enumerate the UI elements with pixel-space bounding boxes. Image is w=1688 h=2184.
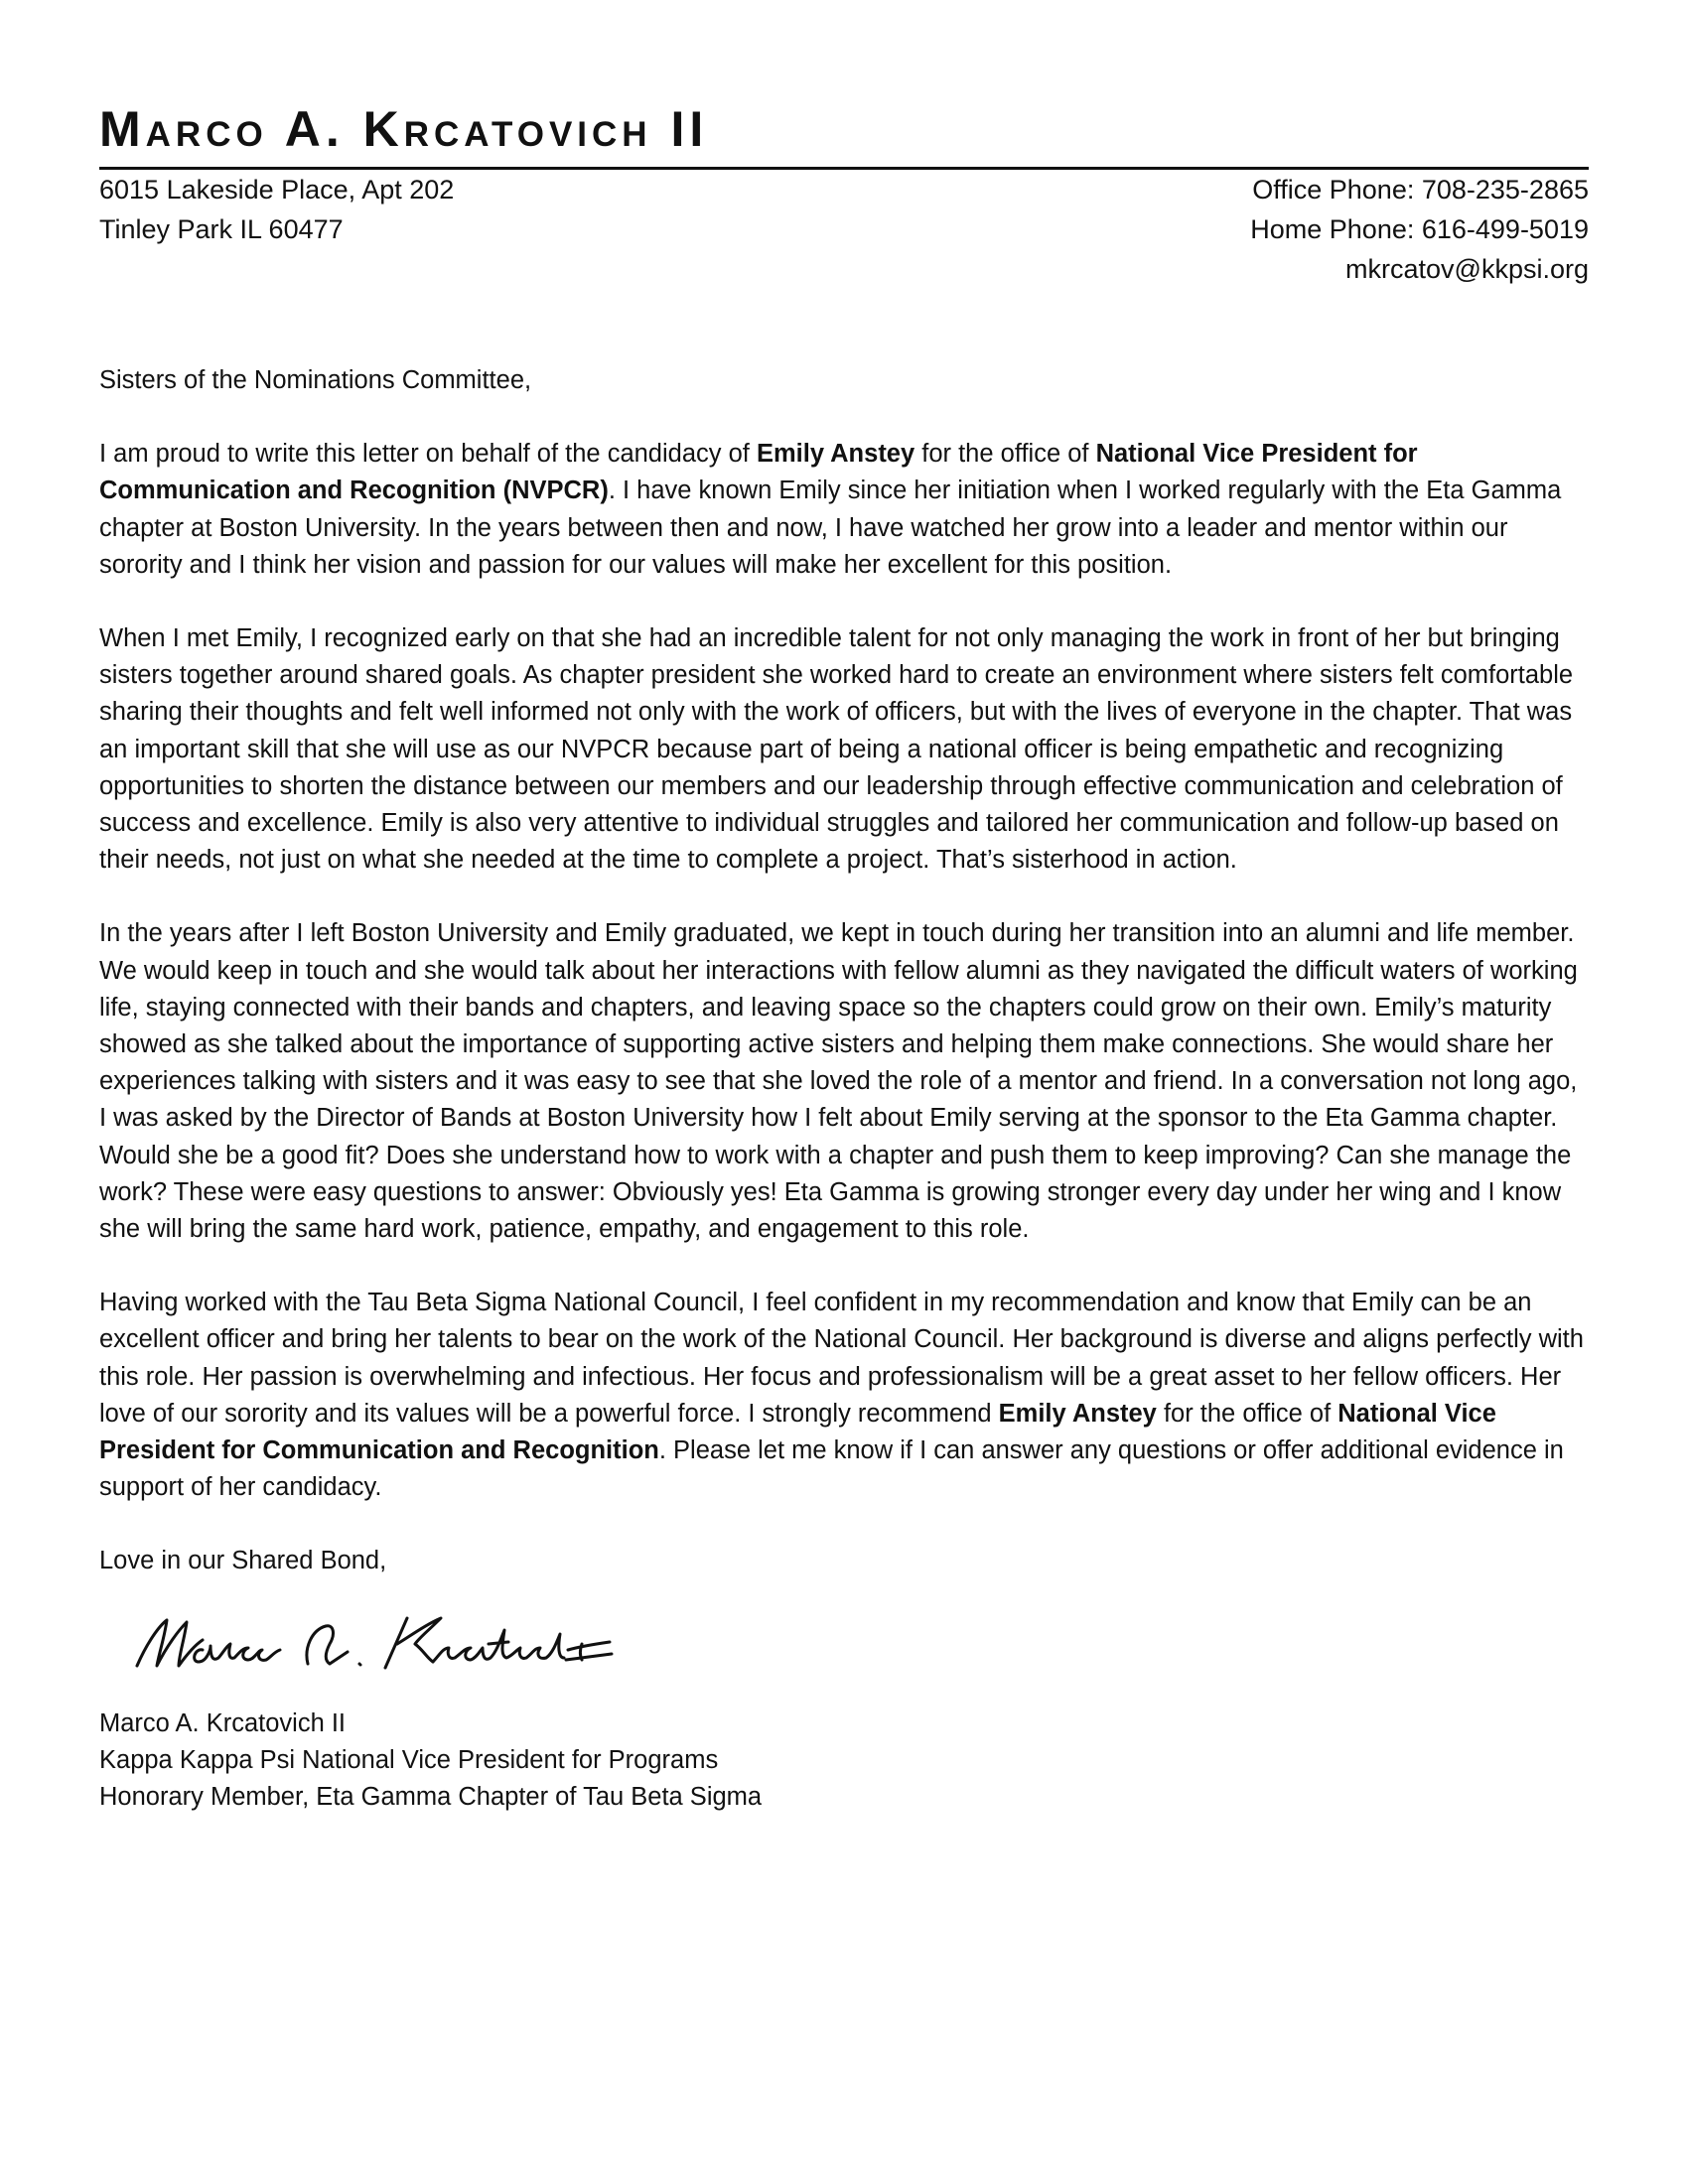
paragraph-2: When I met Emily, I recognized early on that she had an incredible talent for not only managing the work in front of her but bringing sisters together around shared goals. As chapter president she worked hard to create an environment where sisters felt comfortable sharing their thoughts and felt well informed not only with the work of officers, but with the lives of everyone in the chapter. That was an important skill that she will use as our NVPCR because part of being a national officer is being empathetic and recognizing opportunities to shorten the distance between our members and our leadership through effective communication and celebration of success and excellence. Emily is also very attentive to individual struggles and tailored her communication and follow-up based on their needs, not just on what she needed at the time to complete a project. That’s sisterhood in action. bbox=[99, 624, 1574, 875]
address-line-2: Tinley Park IL 60477 bbox=[99, 214, 344, 244]
p4-text-e: . Please let me know if I can answer any questions or offer additional evidence in support of her candidacy. bbox=[99, 1436, 1564, 1502]
p4-text-a: Having worked with the Tau Beta Sigma National Council, I feel confident in my recommendation and know that Emily can be an excellent officer and bring her talents to bear on the work of the National Council. Her background is diverse and aligns perfectly with this role. Her passion is overwhelming and infectious. Her focus and professionalism will be a great asset to her fellow officers. Her love of our sorority and its values will be a powerful force. I strongly recommend bbox=[99, 1289, 1584, 1428]
signature-icon bbox=[99, 1588, 616, 1696]
signer-title-2: Honorary Member, Eta Gamma Chapter of Tau Beta Sigma bbox=[99, 1783, 763, 1812]
home-phone: Home Phone: 616-499-5019 bbox=[1250, 214, 1589, 244]
p4-text-c: for the office of bbox=[1156, 1399, 1338, 1428]
letter-page bbox=[99, 99, 1589, 1816]
paragraph-3: In the years after I left Boston University and Emily graduated, we kept in touch during her transition into an alumni and life member. We would keep in touch and she would talk about her interactions with fellow alumni as they navigated the difficult waters of working life, staying connected with their bands and chapters, and leaving space so the chapters could grow on their own. Emily’s maturity showed as she talked about the importance of supporting active sisters and helping them make connections. She would share her experiences talking with sisters and it was easy to see that she loved the role of a mentor and friend. In a conversation not long ago, I was asked by the Director of Bands at Boston University how I felt about Emily serving at the sponsor to the Eta Gamma chapter. Would she be a good fit? Does she understand how to work with a chapter and push them to keep improving? Can she manage the work? These were easy questions to answer: Obviously yes! Eta Gamma is growing stronger every day under her wing and I know she will bring the same hard work, patience, empathy, and engagement to this role. bbox=[99, 919, 1578, 1244]
p1-text-c: for the office of bbox=[914, 440, 1096, 469]
paragraph-1 bbox=[99, 436, 1589, 584]
letterhead-contact bbox=[99, 170, 1589, 289]
signer-title-1: Kappa Kappa Psi National Vice President for Programs bbox=[99, 1745, 719, 1774]
office-title: National Vice President for Communication and Recognition bbox=[99, 1399, 1496, 1465]
address-line-1: 6015 Lakeside Place, Apt 202 bbox=[99, 175, 455, 205]
email-address: mkrcatov@kkpsi.org bbox=[1345, 254, 1589, 284]
mailing-address bbox=[99, 170, 454, 289]
letterhead-name: Marco A. Krcatovich II bbox=[99, 101, 709, 157]
signer-name: Marco A. Krcatovich II bbox=[99, 1708, 347, 1737]
candidate-name: Emily Anstey bbox=[756, 440, 915, 469]
office-phone: Office Phone: 708-235-2865 bbox=[1252, 175, 1589, 205]
closing: Love in our Shared Bond, bbox=[99, 1547, 387, 1575]
office-title: National Vice President for Communication and Recognition (NVPCR) bbox=[99, 440, 1418, 505]
signature-block bbox=[99, 1706, 1589, 1817]
letter-body bbox=[99, 362, 1589, 1580]
paragraph-4 bbox=[99, 1285, 1589, 1506]
p1-text-a: I am proud to write this letter on behalf of the candidacy of bbox=[99, 440, 757, 469]
p1-text-e: . I have known Emily since her initiation when I worked regularly with the Eta Gamma chapter at Boston University. In the years between then and now, I have watched her grow into a leader and mentor within our sorority and I think her vision and passion for our values will make her excellent for this position. bbox=[99, 477, 1562, 579]
handwritten-signature bbox=[99, 1588, 1589, 1696]
candidate-name: Emily Anstey bbox=[998, 1399, 1157, 1428]
contact-details bbox=[1250, 170, 1589, 289]
salutation: Sisters of the Nominations Committee, bbox=[99, 366, 532, 394]
